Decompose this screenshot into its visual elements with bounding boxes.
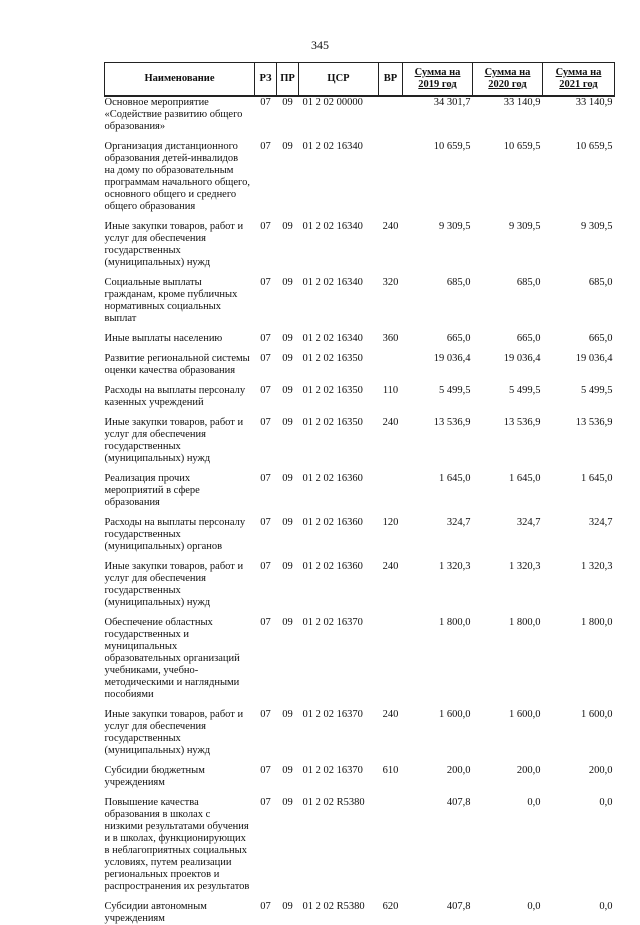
row-name: Организация дистанционного образования детей-инвалидов на дому по образовательным программам начального общего, основного общего и среднего общего образования — [104, 141, 250, 212]
row-pr: 09 — [282, 709, 293, 720]
row-rz: 07 — [260, 221, 271, 232]
row-spacer — [105, 409, 615, 417]
row-sum-2020: 665,0 — [516, 333, 541, 344]
header-pr: ПР — [277, 63, 299, 97]
row-name: Повышение качества образования в школах с низкими результатами обучения и в школах, функционирующих в неблагоприятных социальных условиях, путем реализации региональных проектов и распространения их результатов — [104, 797, 250, 892]
row-rz: 07 — [260, 141, 271, 152]
row-spacer — [105, 377, 615, 385]
table-row — [105, 141, 615, 213]
row-csr: 01 2 02 16360 — [302, 473, 363, 484]
table-row — [105, 277, 615, 325]
row-sum-2021: 33 140,9 — [575, 97, 613, 108]
row-sum-2021: 9 309,5 — [581, 221, 613, 232]
row-vr — [379, 617, 403, 701]
row-csr: 01 2 02 16340 — [302, 277, 363, 288]
row-sum-2020: 1 800,0 — [509, 617, 541, 628]
table-row — [105, 709, 615, 757]
header-sum-2021: Сумма на 2021 год — [543, 63, 615, 97]
row-vr: 620 — [382, 901, 399, 912]
row-name: Иные закупки товаров, работ и услуг для обеспечения государственных (муниципальных) нужд — [104, 709, 244, 756]
row-spacer — [105, 789, 615, 797]
budget-table-container — [104, 62, 615, 925]
row-spacer — [105, 893, 615, 901]
row-sum-2019: 9 309,5 — [439, 221, 471, 232]
row-spacer-cell — [105, 609, 615, 617]
row-sum-2019: 1 320,3 — [439, 561, 471, 572]
row-name: Основное мероприятие «Содействие развитию общего образования» — [104, 97, 243, 132]
row-vr — [379, 797, 403, 893]
row-spacer — [105, 465, 615, 473]
header-csr: ЦСР — [299, 63, 379, 97]
row-vr: 110 — [382, 385, 399, 396]
row-sum-2020: 13 536,9 — [503, 417, 541, 428]
row-csr: 01 2 02 16350 — [302, 417, 363, 428]
row-spacer-cell — [105, 509, 615, 517]
row-rz: 07 — [260, 561, 271, 572]
row-sum-2021: 685,0 — [588, 277, 613, 288]
row-spacer-cell — [105, 213, 615, 221]
row-spacer — [105, 133, 615, 141]
row-csr: 01 2 02 16340 — [302, 333, 363, 344]
row-vr — [379, 141, 403, 213]
row-pr: 09 — [282, 561, 293, 572]
row-vr: 320 — [382, 277, 399, 288]
row-csr: 01 2 02 R5380 — [302, 797, 365, 808]
row-pr: 09 — [282, 765, 293, 776]
row-pr: 09 — [282, 141, 293, 152]
row-rz: 07 — [260, 97, 271, 108]
row-sum-2021: 10 659,5 — [575, 141, 613, 152]
row-sum-2020: 33 140,9 — [503, 97, 541, 108]
row-vr — [379, 96, 403, 133]
row-spacer — [105, 701, 615, 709]
row-name: Субсидии автономным учреждениям — [104, 901, 207, 924]
row-sum-2020: 19 036,4 — [503, 353, 541, 364]
row-sum-2020: 1 600,0 — [509, 709, 541, 720]
row-rz: 07 — [260, 277, 271, 288]
row-pr: 09 — [282, 417, 293, 428]
table-row — [105, 765, 615, 789]
row-sum-2020: 10 659,5 — [503, 141, 541, 152]
row-sum-2019: 324,7 — [446, 517, 471, 528]
table-body — [105, 96, 615, 925]
table-row — [105, 561, 615, 609]
row-name: Реализация прочих мероприятий в сфере образования — [104, 473, 200, 508]
row-spacer-cell — [105, 269, 615, 277]
row-spacer-cell — [105, 345, 615, 353]
row-sum-2020: 200,0 — [516, 765, 541, 776]
row-rz: 07 — [260, 353, 271, 364]
row-pr: 09 — [282, 473, 293, 484]
row-pr: 09 — [282, 333, 293, 344]
row-name: Развитие региональной системы оценки качества образования — [104, 353, 250, 376]
row-vr: 240 — [382, 709, 399, 720]
row-sum-2021: 200,0 — [588, 765, 613, 776]
row-sum-2019: 34 301,7 — [433, 97, 471, 108]
row-vr: 240 — [382, 221, 399, 232]
table-row — [105, 517, 615, 553]
row-csr: 01 2 02 16360 — [302, 517, 363, 528]
row-sum-2020: 5 499,5 — [509, 385, 541, 396]
row-spacer — [105, 553, 615, 561]
row-sum-2019: 1 600,0 — [439, 709, 471, 720]
row-sum-2019: 1 800,0 — [439, 617, 471, 628]
row-vr — [379, 473, 403, 509]
row-sum-2019: 10 659,5 — [433, 141, 471, 152]
budget-table — [104, 62, 615, 925]
row-sum-2021: 1 800,0 — [581, 617, 613, 628]
row-sum-2019: 407,8 — [446, 901, 471, 912]
row-csr: 01 2 02 16360 — [302, 561, 363, 572]
row-csr: 01 2 02 16340 — [302, 141, 363, 152]
row-sum-2021: 665,0 — [588, 333, 613, 344]
row-sum-2021: 1 645,0 — [581, 473, 613, 484]
row-rz: 07 — [260, 473, 271, 484]
table-row — [105, 797, 615, 893]
row-spacer-cell — [105, 553, 615, 561]
row-vr: 120 — [382, 517, 399, 528]
row-sum-2019: 200,0 — [446, 765, 471, 776]
row-spacer — [105, 609, 615, 617]
row-name: Субсидии бюджетным учреждениям — [104, 765, 205, 788]
row-sum-2020: 685,0 — [516, 277, 541, 288]
row-csr: 01 2 02 16370 — [302, 617, 363, 628]
row-pr: 09 — [282, 617, 293, 628]
row-spacer-cell — [105, 465, 615, 473]
row-sum-2021: 5 499,5 — [581, 385, 613, 396]
row-pr: 09 — [282, 385, 293, 396]
row-name: Иные выплаты населению — [104, 333, 223, 344]
row-name: Расходы на выплаты персоналу государственных (муниципальных) органов — [104, 517, 246, 552]
row-sum-2021: 324,7 — [588, 517, 613, 528]
header-name: Наименование — [105, 63, 255, 97]
row-spacer — [105, 757, 615, 765]
row-sum-2019: 407,8 — [446, 797, 471, 808]
row-rz: 07 — [260, 901, 271, 912]
row-spacer — [105, 345, 615, 353]
row-sum-2020: 1 320,3 — [509, 561, 541, 572]
row-sum-2021: 0,0 — [599, 797, 613, 808]
row-name: Социальные выплаты гражданам, кроме публичных нормативных социальных выплат — [104, 277, 238, 324]
row-rz: 07 — [260, 333, 271, 344]
row-sum-2019: 5 499,5 — [439, 385, 471, 396]
row-spacer — [105, 269, 615, 277]
row-sum-2019: 665,0 — [446, 333, 471, 344]
row-name: Иные закупки товаров, работ и услуг для обеспечения государственных (муниципальных) нужд — [104, 221, 244, 268]
row-sum-2020: 324,7 — [516, 517, 541, 528]
table-header — [105, 63, 615, 97]
row-spacer — [105, 213, 615, 221]
row-csr: 01 2 02 16340 — [302, 221, 363, 232]
row-sum-2019: 1 645,0 — [439, 473, 471, 484]
row-spacer-cell — [105, 789, 615, 797]
row-spacer-cell — [105, 409, 615, 417]
row-pr: 09 — [282, 221, 293, 232]
row-spacer-cell — [105, 893, 615, 901]
table-row — [105, 417, 615, 465]
row-vr: 610 — [382, 765, 399, 776]
row-rz: 07 — [260, 617, 271, 628]
row-pr: 09 — [282, 901, 293, 912]
table-row — [105, 333, 615, 345]
row-rz: 07 — [260, 417, 271, 428]
page-number: 345 — [311, 38, 329, 52]
row-pr: 09 — [282, 97, 293, 108]
row-rz: 07 — [260, 385, 271, 396]
row-sum-2019: 13 536,9 — [433, 417, 471, 428]
row-rz: 07 — [260, 797, 271, 808]
row-csr: 01 2 02 16350 — [302, 353, 363, 364]
table-row — [105, 96, 615, 133]
row-name: Расходы на выплаты персоналу казенных учреждений — [104, 385, 246, 408]
row-name: Иные закупки товаров, работ и услуг для обеспечения государственных (муниципальных) нужд — [104, 417, 244, 464]
row-sum-2020: 0,0 — [527, 797, 541, 808]
row-rz: 07 — [260, 517, 271, 528]
header-sum-2019: Сумма на 2019 год — [403, 63, 473, 97]
row-rz: 07 — [260, 709, 271, 720]
row-vr: 240 — [382, 561, 399, 572]
table-row — [105, 385, 615, 409]
header-vr: ВР — [379, 63, 403, 97]
row-sum-2020: 1 645,0 — [509, 473, 541, 484]
header-rz: РЗ — [255, 63, 277, 97]
header-sum-2020: Сумма на 2020 год — [473, 63, 543, 97]
row-spacer-cell — [105, 701, 615, 709]
table-row — [105, 473, 615, 509]
row-csr: 01 2 02 16350 — [302, 385, 363, 396]
table-row — [105, 617, 615, 701]
row-sum-2021: 1 320,3 — [581, 561, 613, 572]
row-vr — [379, 353, 403, 377]
row-name: Иные закупки товаров, работ и услуг для обеспечения государственных (муниципальных) нужд — [104, 561, 244, 608]
row-spacer — [105, 325, 615, 333]
row-csr: 01 2 02 16370 — [302, 765, 363, 776]
row-vr: 240 — [382, 417, 399, 428]
row-pr: 09 — [282, 797, 293, 808]
row-pr: 09 — [282, 277, 293, 288]
row-spacer-cell — [105, 377, 615, 385]
row-sum-2021: 19 036,4 — [575, 353, 613, 364]
row-vr: 360 — [382, 333, 399, 344]
row-sum-2021: 0,0 — [599, 901, 613, 912]
row-sum-2020: 9 309,5 — [509, 221, 541, 232]
row-csr: 01 2 02 R5380 — [302, 901, 365, 912]
row-rz: 07 — [260, 765, 271, 776]
row-csr: 01 2 02 00000 — [302, 97, 363, 108]
row-pr: 09 — [282, 517, 293, 528]
row-name: Обеспечение областных государственных и муниципальных образовательных организаций учебниками, учебно-методическими и наглядными пособиями — [104, 617, 240, 700]
table-row — [105, 353, 615, 377]
row-sum-2021: 1 600,0 — [581, 709, 613, 720]
row-csr: 01 2 02 16370 — [302, 709, 363, 720]
row-spacer-cell — [105, 133, 615, 141]
table-row — [105, 221, 615, 269]
row-spacer-cell — [105, 325, 615, 333]
row-spacer — [105, 509, 615, 517]
row-sum-2019: 685,0 — [446, 277, 471, 288]
row-pr: 09 — [282, 353, 293, 364]
row-spacer-cell — [105, 757, 615, 765]
row-sum-2019: 19 036,4 — [433, 353, 471, 364]
row-sum-2020: 0,0 — [527, 901, 541, 912]
row-sum-2021: 13 536,9 — [575, 417, 613, 428]
